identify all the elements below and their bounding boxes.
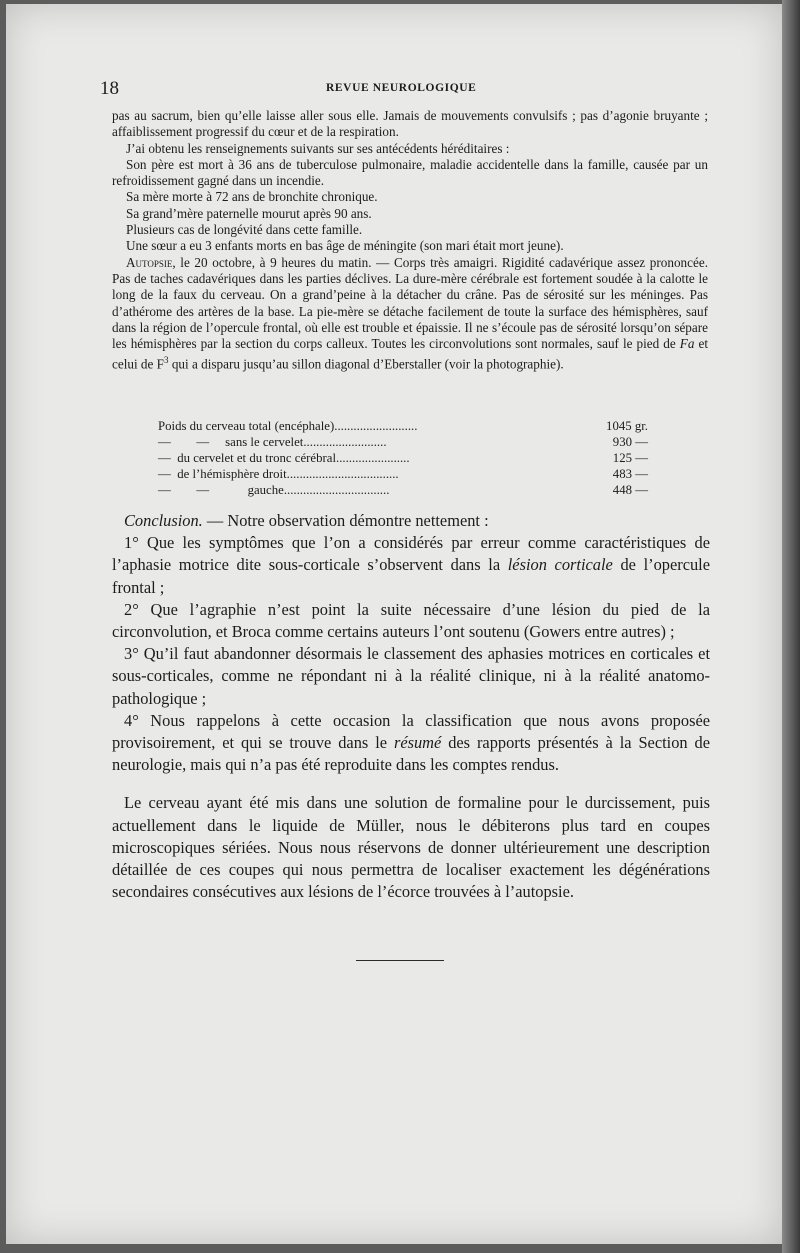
autopsie-text: qui a disparu jusqu’au sillon diagonal d’Eberstaller (voir la photographie).	[168, 356, 564, 372]
weight-label: — du cervelet et du tronc cérébral.......................	[158, 451, 410, 465]
running-title: REVUE NEUROLOGIQUE	[326, 82, 477, 94]
conclusion-point-4	[112, 710, 710, 777]
conclusion-point-3: 3° Qu’il faut abandonner désormais le classement des aphasies motrices en corticales et sous-corticales, comme ne répondant ni à la réalité clinique, ni à la réalité anatomo-pathologique ;	[112, 644, 710, 708]
conclusion-text: 4° Nous rappelons à cette occasion la classification que nous avons proposée provisoirement, et qui se trouve dans le	[112, 710, 710, 753]
paragraph: Une sœur a eu 3 enfants morts en bas âge de méningite (son mari était mort jeune).	[126, 238, 564, 254]
weight-value: 483 —	[612, 467, 648, 481]
conclusion-point-2: 2° Que l’agraphie n’est point la suite nécessaire d’une lésion du pied de la circonvolution, et Broca comme certains auteurs l’ont soutenu (Gowers entre autres) ;	[112, 599, 710, 642]
weight-row	[158, 450, 648, 466]
conclusion-text: de l’opercule frontal ;	[112, 555, 711, 597]
weight-value: 125 —	[612, 451, 648, 465]
autopsie-text: et celui de F	[112, 336, 708, 372]
weight-value: 448 —	[612, 483, 648, 497]
page-header	[100, 78, 720, 102]
paragraph: Sa grand’mère paternelle mourut après 90 ans.	[126, 205, 372, 221]
end-rule	[356, 960, 444, 961]
weight-label: — de l’hémisphère droit...................................	[158, 467, 399, 481]
conclusion-emphasis: lésion corticale	[507, 555, 613, 575]
paragraph: Son père est mort à 36 ans de tuberculose pulmonaire, maladie accidentelle dans la famille, causée par un refroidissement gagné dans un incendie.	[112, 156, 708, 189]
weight-row	[158, 482, 648, 498]
autopsie-text: le 20 octobre, à 9 heures du matin. — Corps très amaigri. Rigidité cadavérique assez prononcée. Pas de taches cadavériques dans les parties déclives. La dure-mère cérébrale est fortement soudée à la calotte le long de la faux du cerveau. On a grand’peine à la détacher du crâne. Pas de sérosité sur les méninges. Pas d’athérome des artères de la base. La pie-mère se détache facilement de toute la surface des hémisphères, sauf dans la région de l’opercule frontal, où elle est trouble et épaissie. Il ne s’écoule pas de sérosité lorsqu’on sépare les hémisphères par la section du corps calleux. Toutes les circonvolutions sont normales, sauf le pied de	[112, 254, 708, 352]
autopsie-lead: Autopsie,	[126, 254, 176, 270]
paragraph: J’ai obtenu les renseignements suivants sur ses antécédents héréditaires :	[126, 140, 510, 156]
weight-label: Poids du cerveau total (encéphale)..........................	[158, 419, 418, 433]
case-history-text	[112, 108, 708, 373]
paragraph: pas au sacrum, bien qu’elle laisse aller sous elle. Jamais de mouvements convulsifs ; pas d’agonie bruyante ; affaiblissement progressif du cœur et de la respiration.	[112, 108, 708, 140]
conclusion-point-1	[112, 532, 710, 599]
weight-row	[158, 434, 648, 450]
weight-row	[158, 466, 648, 482]
final-paragraph: Le cerveau ayant été mis dans une solution de formaline pour le durcissement, puis actuellement dans le liquide de Müller, nous le débiterons plus tard en coupes microscopiques sériées. Nous nous réservons de donner ultérieurement une description détaillée de ces coupes qui nous permettra de localiser exactement les dégénérations secondaires consécutives aux lésions de l’écorce trouvées à l’autopsie.	[112, 793, 710, 902]
weight-row	[158, 418, 648, 434]
weight-value: 930 —	[612, 435, 648, 449]
conclusion-section	[112, 510, 710, 903]
autopsie-fa: Fa	[679, 336, 695, 352]
page-number: 18	[100, 78, 119, 99]
autopsie-paragraph	[112, 255, 708, 373]
paragraph: Plusieurs cas de longévité dans cette famille.	[126, 222, 363, 238]
weight-label: — — sans le cervelet..........................	[158, 435, 387, 449]
page-edge-shadow	[782, 0, 800, 1253]
conclusion-text: des rapports présentés à la Section de neurologie, mais qui n’a pas été reproduite dans les comptes rendus.	[112, 733, 710, 775]
paragraph: Sa mère morte à 72 ans de bronchite chronique.	[126, 189, 378, 205]
conclusion-intro: — Notre observation démontre nettement :	[202, 511, 489, 530]
autopsie-superscript: 3	[164, 355, 169, 366]
conclusion-emphasis: résumé	[393, 733, 442, 753]
conclusion-heading	[112, 510, 710, 532]
conclusion-lead: Conclusion.	[124, 511, 203, 530]
weight-label: — — gauche.................................	[158, 483, 390, 497]
conclusion-text: 1° Que les symptômes que l’on a considérés par erreur comme caractéristiques de l’aphasie motrice dite sous-corticale s’observent dans la	[112, 533, 710, 575]
weight-value: 1045 gr.	[606, 419, 648, 433]
brain-weights-table	[158, 418, 648, 498]
